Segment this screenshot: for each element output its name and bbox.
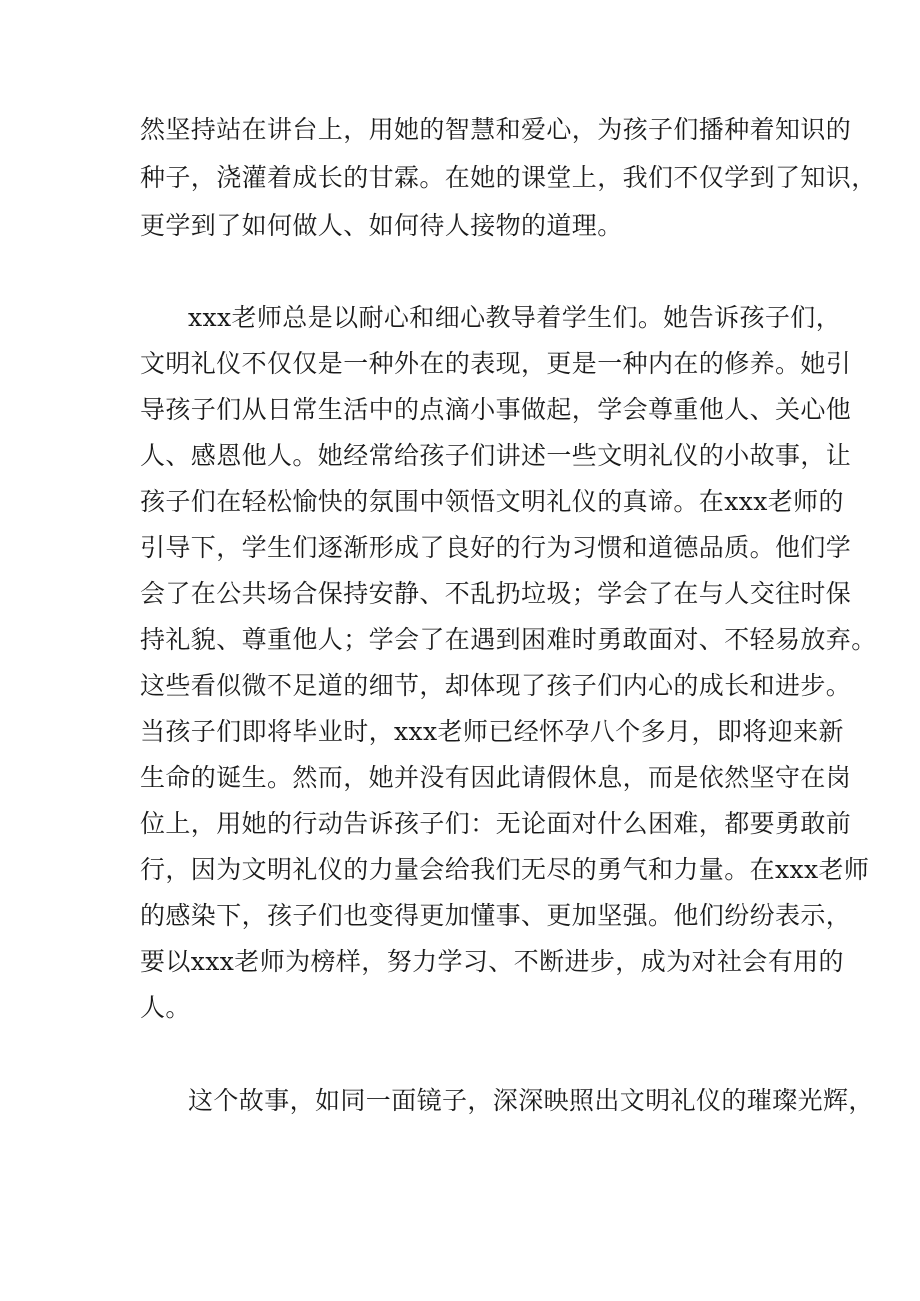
text-line: 引导下，学生们逐渐形成了良好的行为习惯和道德品质。他们学	[140, 533, 852, 562]
text-line: 位上，用她的行动告诉孩子们：无论面对什么困难，都要勇敢前	[140, 809, 852, 838]
text-line: 要以xxx老师为榜样，努力学习、不断进步，成为对社会有用的	[140, 947, 844, 976]
text-line: 然坚持站在讲台上，用她的智慧和爱心，为孩子们播种着知识的	[140, 115, 852, 144]
text-line: 生命的诞生。然而，她并没有因此请假休息，而是依然坚守在岗	[140, 763, 852, 792]
text-line: 导孩子们从日常生活中的点滴小事做起，学会尊重他人、关心他	[140, 395, 852, 424]
text-line: 当孩子们即将毕业时，xxx老师已经怀孕八个多月，即将迎来新	[140, 717, 844, 746]
text-line: 人。	[140, 993, 191, 1022]
text-line: 这些看似微不足道的细节，却体现了孩子们内心的成长和进步。	[140, 671, 852, 700]
text-line: 会了在公共场合保持安静、不乱扔垃圾；学会了在与人交往时保	[140, 579, 852, 608]
text-line: 种子，浇灌着成长的甘霖。在她的课堂上，我们不仅学到了知识，	[140, 163, 877, 192]
text-line: 行，因为文明礼仪的力量会给我们无尽的勇气和力量。在xxx老师	[140, 855, 870, 884]
text-line: 更学到了如何做人、如何待人接物的道理。	[140, 211, 623, 240]
text-line: 人、感恩他人。她经常给孩子们讲述一些文明礼仪的小故事，让	[140, 441, 852, 470]
text-line: xxx老师总是以耐心和细心教导着学生们。她告诉孩子们，	[188, 303, 842, 332]
text-line: 的感染下，孩子们也变得更加懂事、更加坚强。他们纷纷表示，	[140, 901, 852, 930]
text-line: 持礼貌、尊重他人；学会了在遇到困难时勇敢面对、不轻易放弃。	[140, 625, 877, 654]
text-line: 孩子们在轻松愉快的氛围中领悟文明礼仪的真谛。在xxx老师的	[140, 487, 844, 516]
text-line: 文明礼仪不仅仅是一种外在的表现，更是一种内在的修养。她引	[140, 349, 852, 378]
text-line: 这个故事，如同一面镜子，深深映照出文明礼仪的璀璨光辉，	[188, 1086, 874, 1115]
